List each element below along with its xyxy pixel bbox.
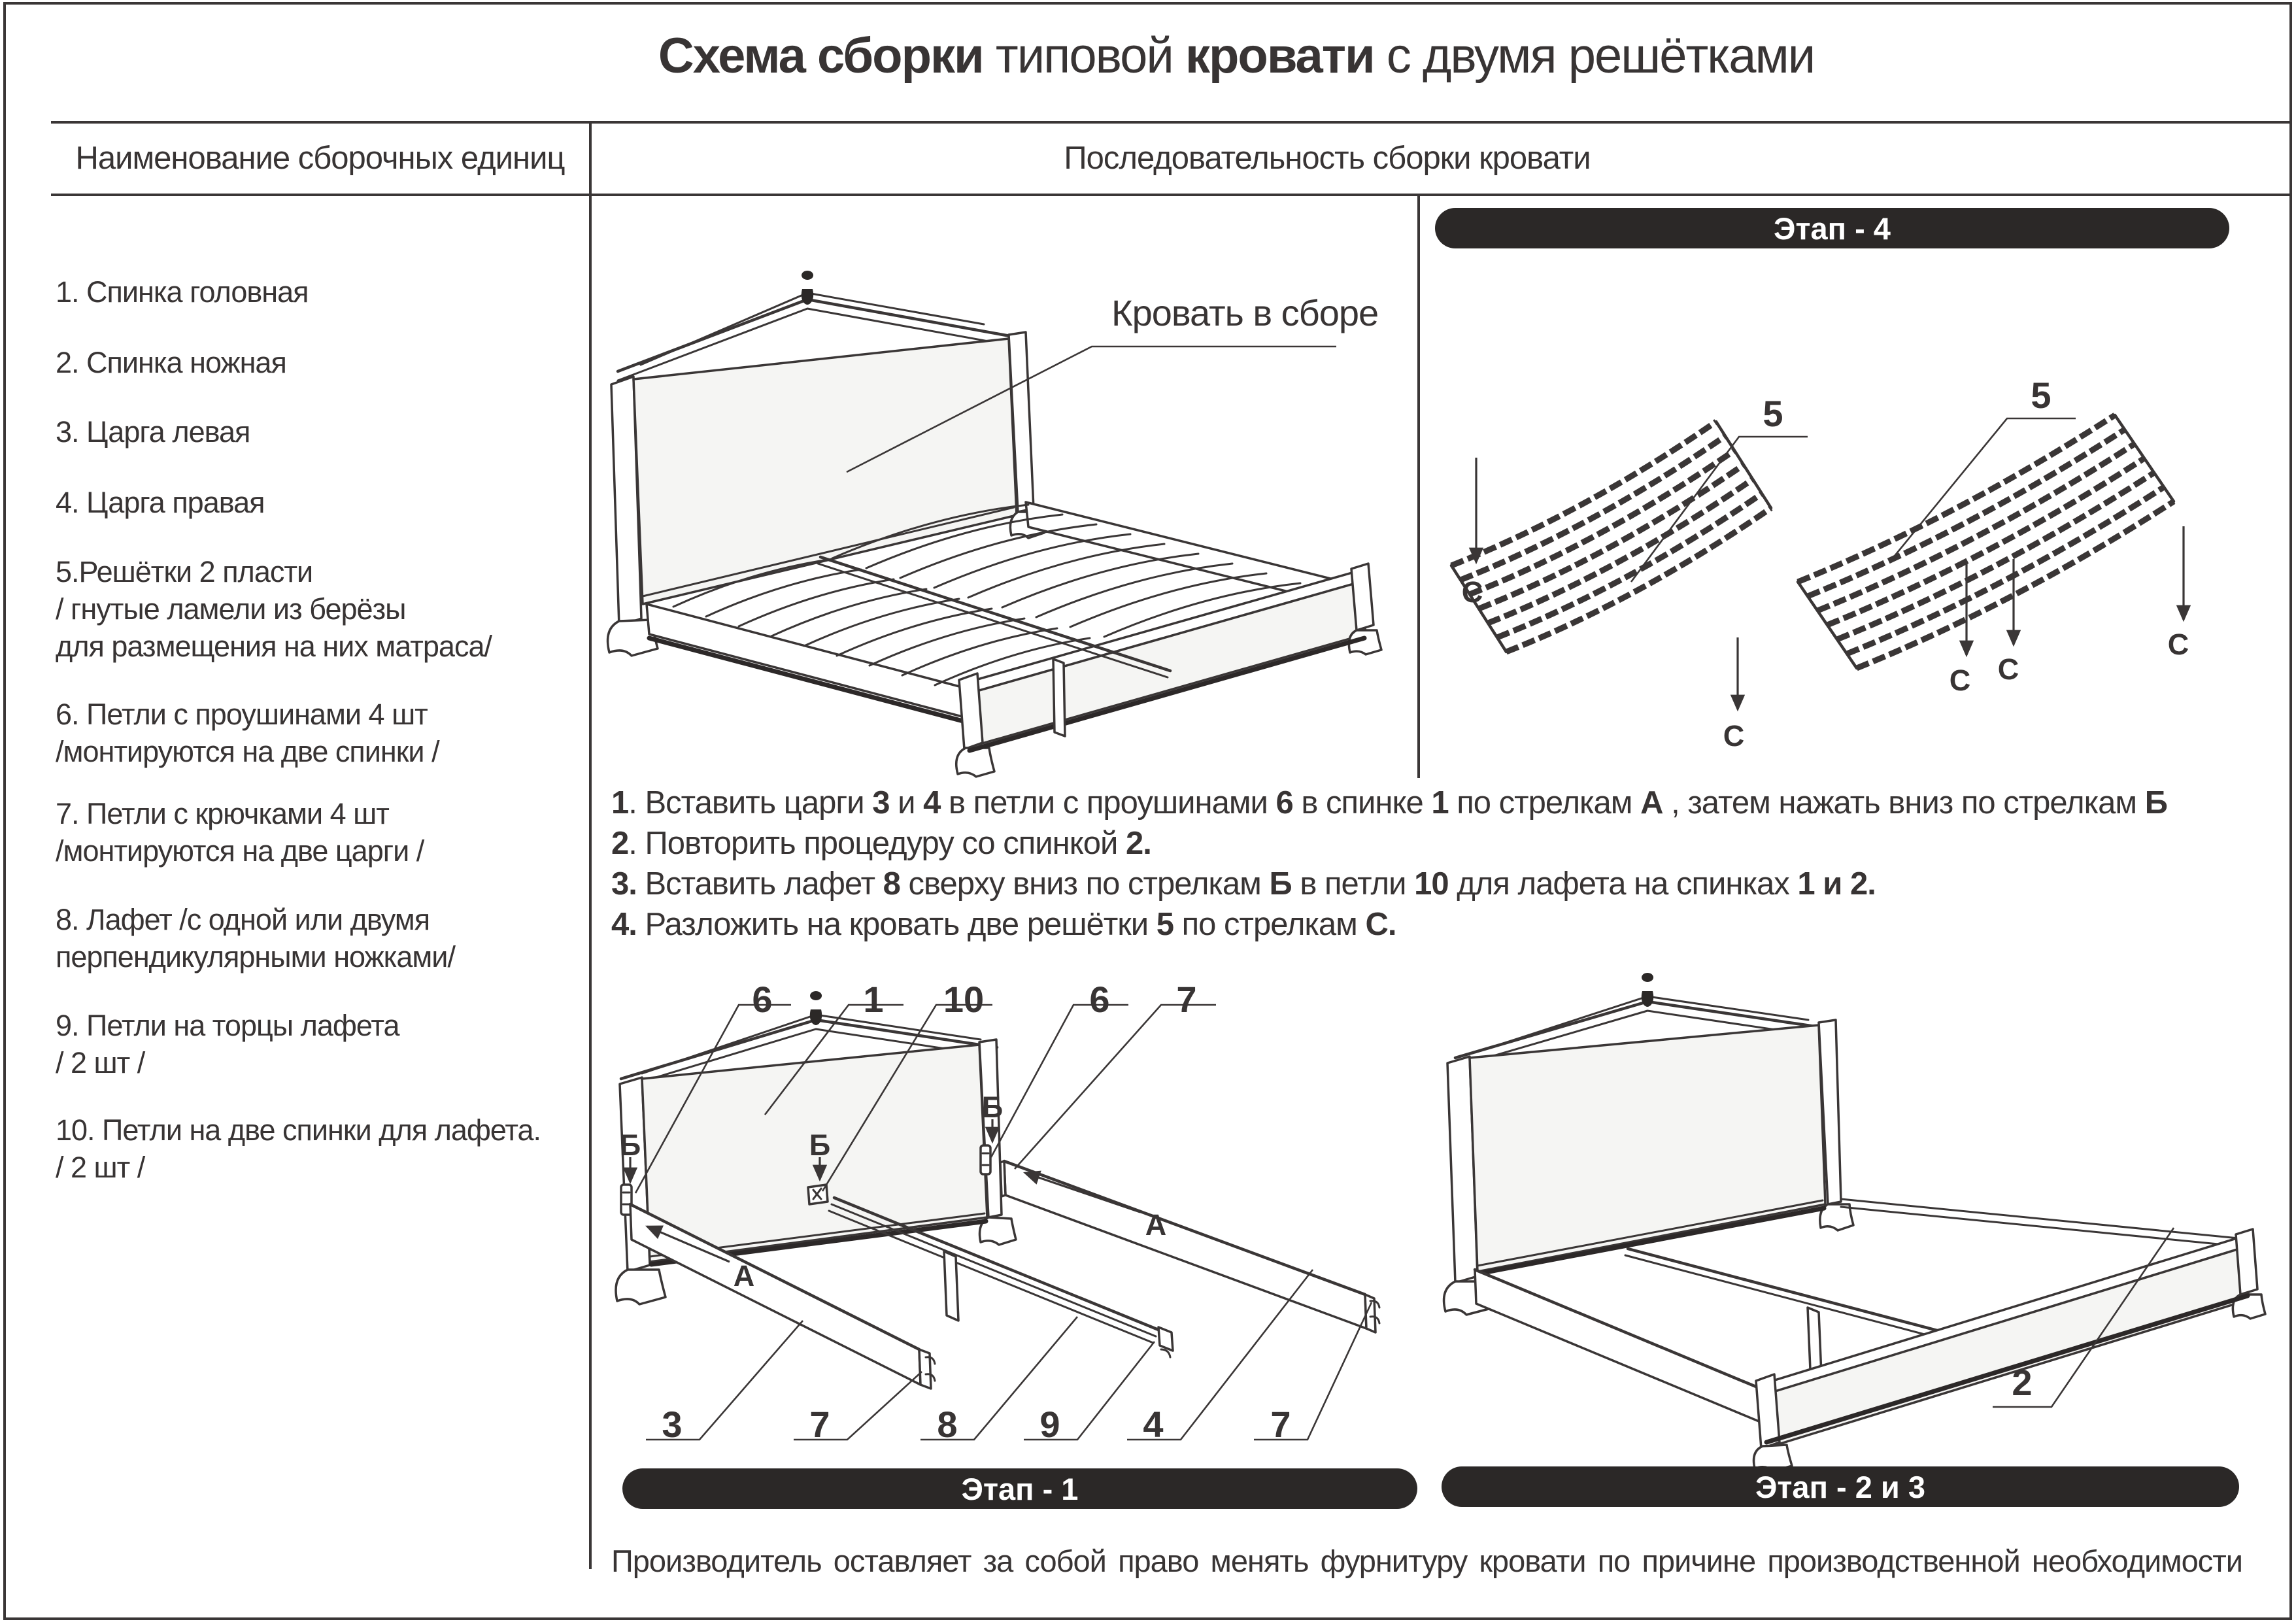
assembled-bed-label: Кровать в сборе: [1111, 292, 1379, 333]
stage1-callout-8: 8: [937, 1404, 958, 1445]
part-5-note-1: / гнутые ламели из берёзы: [56, 592, 406, 626]
manufacturer-note: Производитель оставляет за собой право менять фурнитуру кровати по причине производственной необходимости: [611, 1544, 2242, 1578]
header-parts: Наименование сборочных единиц: [75, 141, 565, 176]
t: 4.: [611, 907, 637, 942]
part-6-note: /монтируются на две спинки /: [56, 735, 439, 768]
part-4: 4. Царга правая: [56, 486, 265, 519]
t: Разложить на кровать две решётки: [636, 907, 1156, 942]
headboard-frame: [1444, 973, 1853, 1315]
stage1-callout-4: 4: [1143, 1404, 1164, 1445]
list-item: [56, 795, 424, 870]
t: Вставить лафет: [636, 866, 883, 902]
t: по стрелкам: [1173, 907, 1366, 942]
part-8-note: перпендикулярными ножками/: [56, 940, 455, 973]
footboard: [1754, 1229, 2266, 1471]
part-10: 10. Петли на две спинки для лафета.: [56, 1113, 541, 1147]
t: Б: [2144, 785, 2167, 820]
stage-1-drawing: [601, 974, 1425, 1471]
header-sequence: Последовательность сборки кровати: [1064, 141, 1591, 176]
title-reg-2: с двумя решётками: [1374, 28, 1815, 84]
list-item: [56, 413, 250, 450]
stage4-arrow-c-2: С: [1723, 719, 1745, 753]
stage1-arrow-b-1: Б: [619, 1128, 641, 1162]
stage-4-drawing: [1432, 366, 2288, 778]
t: 1: [1431, 785, 1449, 820]
part-6: 6. Петли с проушинами 4 шт: [56, 698, 428, 731]
t: 8: [883, 866, 900, 902]
headboard: [608, 271, 1044, 656]
stage23-callout-2: 2: [2012, 1362, 2033, 1403]
stage-4-badge-label: Этап - 4: [1774, 211, 1891, 246]
t: 6: [1275, 785, 1293, 820]
t: Б: [1269, 866, 1292, 902]
page-title: [88, 27, 2296, 84]
list-item: [56, 1007, 399, 1081]
list-item: [56, 696, 439, 770]
part-10-note: / 2 шт /: [56, 1151, 145, 1184]
list-item: [56, 344, 286, 381]
part-3: 3. Царга левая: [56, 415, 250, 448]
t: 1 и 2.: [1797, 866, 1876, 902]
stage1-arrow-a-2: А: [1145, 1208, 1167, 1242]
t: 3: [872, 785, 890, 820]
stage4-arrow-c-3: С: [1949, 664, 1971, 697]
t: 10: [1414, 866, 1449, 902]
title-reg-1: типовой: [983, 28, 1185, 84]
t: . Вставить царги: [628, 785, 873, 820]
stage4-arrow-c-1: С: [1461, 575, 1483, 609]
instruction-line-3: [611, 866, 2259, 902]
stage4-arrow-c-4: С: [1997, 652, 2019, 686]
t: А: [1640, 785, 1663, 820]
t: , затем нажать вниз по стрелкам: [1663, 785, 2145, 820]
column-divider-right: [1417, 194, 1420, 778]
t: 2.: [1125, 826, 1151, 861]
stage-2-3-drawing: [1432, 974, 2289, 1471]
stage1-arrow-b-3: Б: [981, 1091, 1004, 1124]
list-item: [56, 553, 492, 665]
t: и: [889, 785, 924, 820]
stage4-callout-5a: 5: [1763, 393, 1783, 434]
stage1-callout-1: 1: [863, 979, 884, 1020]
stage1-callout-10: 10: [943, 979, 985, 1020]
stage4-c-arrows: [1476, 458, 2184, 709]
stage1-callout-3: 3: [662, 1404, 683, 1445]
list-item: [56, 484, 265, 521]
list-item: [56, 1111, 541, 1186]
list-item: [56, 901, 455, 975]
instruction-line-1: [611, 785, 2259, 821]
t: С.: [1365, 907, 1396, 942]
stage1-callout-7a: 7: [1176, 979, 1197, 1020]
part-7-note: /монтируются на две царги /: [56, 834, 424, 868]
t: 1: [611, 785, 629, 820]
lattice-left: [1451, 422, 1771, 652]
stage1-callout-6a: 6: [752, 979, 773, 1020]
stage-1-badge-label: Этап - 1: [961, 1471, 1079, 1506]
part-7: 7. Петли с крючками 4 шт: [56, 797, 389, 830]
instruction-line-2: [611, 825, 2259, 862]
title-bold-2: кровати: [1185, 28, 1374, 84]
stage1-callout-6b: 6: [1089, 979, 1110, 1020]
t: сверху вниз по стрелкам: [900, 866, 1270, 902]
t: 4: [923, 785, 941, 820]
part-5-note-2: для размещения на них матраса/: [56, 630, 492, 663]
part-5: 5.Решётки 2 пласти: [56, 555, 313, 588]
part-2: 2. Спинка ножная: [56, 346, 286, 379]
instruction-line-4: [611, 906, 2259, 943]
part-8: 8. Лафет /с одной или двумя: [56, 903, 430, 936]
stage1-arrow-b-2: Б: [809, 1128, 831, 1162]
title-bold-1: Схема сборки: [658, 28, 983, 84]
t: по стрелкам: [1448, 785, 1641, 820]
part-9: 9. Петли на торцы лафета: [56, 1009, 399, 1042]
stage1-callout-9: 9: [1039, 1404, 1060, 1445]
t: в петли с проушинами: [940, 785, 1276, 820]
t: 5: [1156, 907, 1173, 942]
t: для лафета на спинках: [1448, 866, 1798, 902]
stage-2-3-badge: [1442, 1466, 2239, 1507]
stage4-arrow-c-5: С: [2167, 628, 2189, 661]
hinge-eyelet-right: [981, 1145, 990, 1174]
list-item: [56, 273, 309, 311]
header-top-rule: [51, 121, 2292, 124]
stage1-arrow-a-1: А: [733, 1259, 755, 1293]
part-9-note: / 2 шт /: [56, 1046, 145, 1079]
header-bottom-rule: [51, 194, 2292, 196]
stage-1-badge: [622, 1468, 1417, 1509]
stage4-callout-5b: 5: [2031, 375, 2051, 416]
stage1-callout-7b: 7: [809, 1404, 830, 1445]
side-rail-4: [1000, 1161, 1379, 1332]
t: . Повторить процедуру со спинкой: [628, 826, 1126, 861]
stage-2-3-badge-label: Этап - 2 и 3: [1755, 1469, 1926, 1504]
t: 2: [611, 826, 629, 861]
t: 3.: [611, 866, 637, 902]
stage1-callout-7c: 7: [1270, 1404, 1291, 1445]
t: в спинке: [1292, 785, 1432, 820]
part-1: 1. Спинка головная: [56, 275, 309, 309]
stage-4-badge: [1435, 208, 2229, 248]
lattice-right: [1798, 415, 2174, 668]
t: в петли: [1291, 866, 1415, 902]
